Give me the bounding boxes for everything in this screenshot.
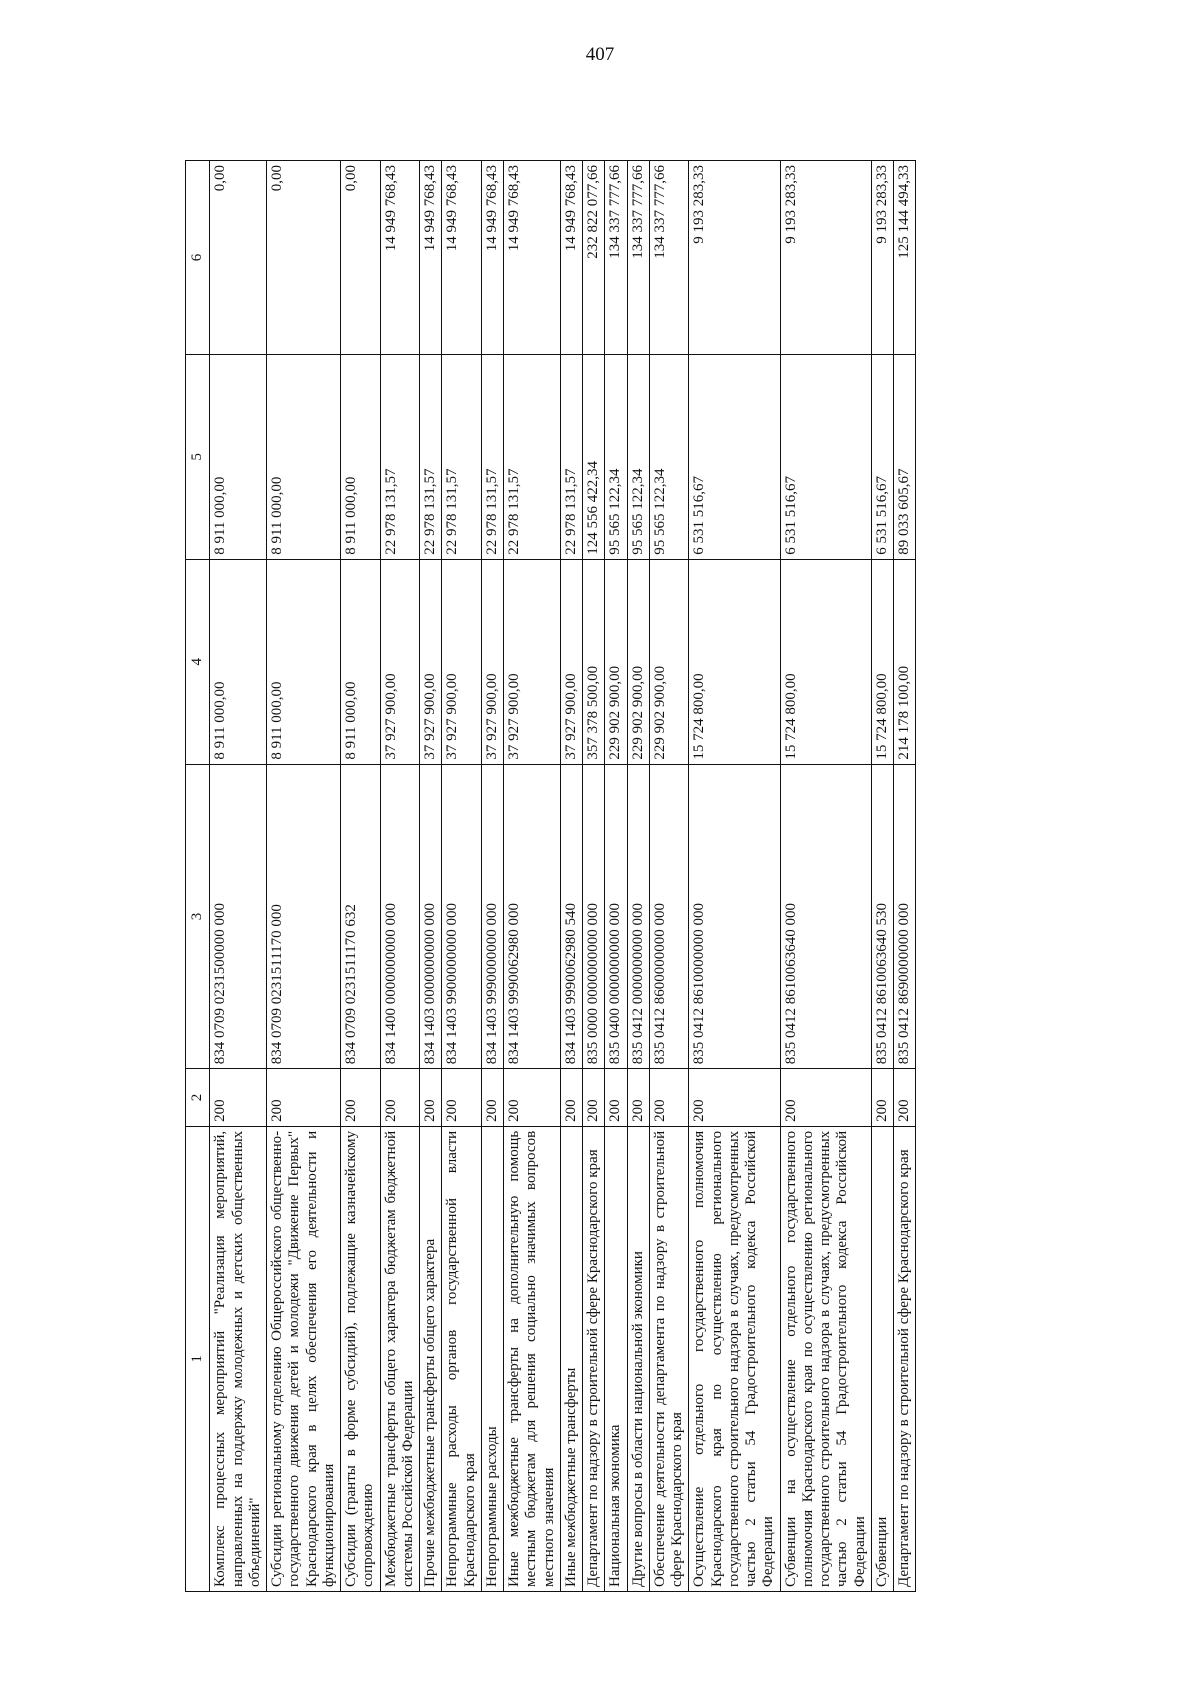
- row-col5-value: 22 978 131,57: [420, 354, 442, 559]
- row-kbk-cell: 834 1403 9900000000 000: [442, 764, 482, 1069]
- row-code-cell: 200: [871, 1069, 893, 1127]
- row-col6-value: 14 949 768,43: [442, 161, 482, 355]
- row-col4-value: 37 927 900,00: [420, 559, 442, 764]
- row-kbk-cell: 834 1400 0000000000 000: [380, 764, 420, 1069]
- row-col4-value: 8 911 000,00: [267, 559, 341, 764]
- row-col5-value: 8 911 000,00: [210, 354, 267, 559]
- row-name-cell: Непрограммные расходы: [481, 1126, 503, 1591]
- row-col5-value: 95 565 122,34: [605, 354, 627, 559]
- row-name-cell: Национальная экономика: [605, 1126, 627, 1591]
- row-name-cell: Субсидии (гранты в форме субсидий), подлежащие казначейскому сопровождению: [341, 1126, 381, 1591]
- row-col4-value: 37 927 900,00: [481, 559, 503, 764]
- row-kbk-cell: 835 0000 0000000000 000: [583, 764, 605, 1069]
- row-col6-value: 125 144 494,33: [894, 161, 916, 355]
- table-row: [583, 161, 605, 1592]
- row-col4-value: 15 724 800,00: [871, 559, 893, 764]
- table-row: [605, 161, 627, 1592]
- header-col-1: 1: [186, 1126, 210, 1591]
- table-row: [267, 161, 341, 1592]
- table-row: [210, 161, 267, 1592]
- row-kbk-cell: 834 1403 0000000000 000: [420, 764, 442, 1069]
- row-col6-value: 14 949 768,43: [504, 161, 561, 355]
- row-code-cell: 200: [210, 1069, 267, 1127]
- row-kbk-cell: 834 1403 9990062980 000: [504, 764, 561, 1069]
- row-name-cell: Осуществление отдельного государственного полномочия Краснодарского края по осуществлению регионального государственного строительного надзора в случаях, предусмотренных частью 2 статьи 54 Градостроительного кодекса Российской Федерации: [689, 1126, 780, 1591]
- table-row: [504, 161, 561, 1592]
- row-col5-value: 95 565 122,34: [627, 354, 649, 559]
- row-code-cell: 200: [481, 1069, 503, 1127]
- row-name-cell: Субвенции на осуществление отдельного государственного полномочия Краснодарского края по осуществлению регионального государственного строительного надзора в случаях, предусмотренных частью 2 статьи 54 Градостроительного кодекса Российской Федерации: [780, 1126, 871, 1591]
- table-header-row: [186, 161, 210, 1592]
- row-code-cell: 200: [780, 1069, 871, 1127]
- table-row: [871, 161, 893, 1592]
- row-col4-value: 8 911 000,00: [341, 559, 381, 764]
- row-code-cell: 200: [442, 1069, 482, 1127]
- row-kbk-cell: 835 0412 0000000000 000: [627, 764, 649, 1069]
- row-col6-value: 9 193 283,33: [780, 161, 871, 355]
- row-col5-value: 89 033 605,67: [894, 354, 916, 559]
- table-row: [780, 161, 871, 1592]
- row-kbk-cell: 834 1403 9990000000 000: [481, 764, 503, 1069]
- row-name-cell: Прочие межбюджетные трансферты общего характера: [420, 1126, 442, 1591]
- row-col6-value: 14 949 768,43: [560, 161, 582, 355]
- row-col6-value: 0,00: [267, 161, 341, 355]
- row-col4-value: 37 927 900,00: [380, 559, 420, 764]
- table-row: [380, 161, 420, 1592]
- table-row: [627, 161, 649, 1592]
- row-kbk-cell: 834 0709 0231500000 000: [210, 764, 267, 1069]
- row-name-cell: Департамент по надзору в строительной сфере Краснодарского края: [894, 1126, 916, 1591]
- table-row: [341, 161, 381, 1592]
- row-code-cell: 200: [420, 1069, 442, 1127]
- page-number: 407: [585, 44, 615, 65]
- row-col6-value: 134 337 777,66: [649, 161, 689, 355]
- budget-table: [185, 160, 916, 1592]
- row-col4-value: 357 378 500,00: [583, 559, 605, 764]
- row-code-cell: 200: [380, 1069, 420, 1127]
- row-col5-value: 22 978 131,57: [442, 354, 482, 559]
- row-col5-value: 6 531 516,67: [780, 354, 871, 559]
- table-row: [649, 161, 689, 1592]
- row-code-cell: 200: [605, 1069, 627, 1127]
- row-col6-value: 9 193 283,33: [871, 161, 893, 355]
- row-code-cell: 200: [689, 1069, 780, 1127]
- row-kbk-cell: 835 0412 8610000000 000: [689, 764, 780, 1069]
- header-col-6: 6: [186, 161, 210, 355]
- row-kbk-cell: 835 0412 8610063640 530: [871, 764, 893, 1069]
- row-col6-value: 0,00: [341, 161, 381, 355]
- table-row: [481, 161, 503, 1592]
- row-code-cell: 200: [341, 1069, 381, 1127]
- row-col6-value: 9 193 283,33: [689, 161, 780, 355]
- row-kbk-cell: 835 0412 8610063640 000: [780, 764, 871, 1069]
- row-col5-value: 22 978 131,57: [380, 354, 420, 559]
- row-name-cell: Субвенции: [871, 1126, 893, 1591]
- row-col4-value: 37 927 900,00: [504, 559, 561, 764]
- row-kbk-cell: 835 0400 0000000000 000: [605, 764, 627, 1069]
- table-row: [442, 161, 482, 1592]
- row-name-cell: Непрограммные расходы органов государственной власти Краснодарского края: [442, 1126, 482, 1591]
- row-col5-value: 6 531 516,67: [689, 354, 780, 559]
- row-name-cell: Комплекс процессных мероприятий "Реализация мероприятий, направленных на поддержку молодежных и детских общественных объединений": [210, 1126, 267, 1591]
- row-col6-value: 232 822 077,66: [583, 161, 605, 355]
- row-col4-value: 15 724 800,00: [689, 559, 780, 764]
- row-code-cell: 200: [627, 1069, 649, 1127]
- row-col4-value: 229 902 900,00: [627, 559, 649, 764]
- row-name-cell: Субсидии региональному отделению Общероссийского общественно-государственного движения детей и молодежи "Движение Первых" Краснодарского края в целях обеспечения его деятельности и функционирования: [267, 1126, 341, 1591]
- row-col6-value: 14 949 768,43: [420, 161, 442, 355]
- row-col6-value: 134 337 777,66: [605, 161, 627, 355]
- row-col4-value: 229 902 900,00: [649, 559, 689, 764]
- row-col4-value: 37 927 900,00: [442, 559, 482, 764]
- row-kbk-cell: 835 0412 8600000000 000: [649, 764, 689, 1069]
- row-name-cell: Межбюджетные трансферты общего характера бюджетам бюджетной системы Российской Федерации: [380, 1126, 420, 1591]
- row-col4-value: 229 902 900,00: [605, 559, 627, 764]
- rotated-table-container: [185, 160, 1093, 1592]
- row-code-cell: 200: [560, 1069, 582, 1127]
- row-code-cell: 200: [267, 1069, 341, 1127]
- header-col-4: 4: [186, 559, 210, 764]
- row-col5-value: 22 978 131,57: [481, 354, 503, 559]
- table-row: [420, 161, 442, 1592]
- table-row: [894, 161, 916, 1592]
- row-name-cell: Департамент по надзору в строительной сфере Краснодарского края: [583, 1126, 605, 1591]
- row-name-cell: Иные межбюджетные трансферты: [560, 1126, 582, 1591]
- row-col4-value: 8 911 000,00: [210, 559, 267, 764]
- header-col-5: 5: [186, 354, 210, 559]
- table-row: [560, 161, 582, 1592]
- row-kbk-cell: 834 1403 9990062980 540: [560, 764, 582, 1069]
- row-name-cell: Обеспечение деятельности департамента по надзору в строительной сфере Краснодарского края: [649, 1126, 689, 1591]
- header-col-2: 2: [186, 1069, 210, 1127]
- row-col4-value: 15 724 800,00: [780, 559, 871, 764]
- table-body: [210, 161, 916, 1592]
- row-code-cell: 200: [649, 1069, 689, 1127]
- row-col4-value: 214 178 100,00: [894, 559, 916, 764]
- row-col5-value: 22 978 131,57: [504, 354, 561, 559]
- row-col5-value: 6 531 516,67: [871, 354, 893, 559]
- row-col6-value: 134 337 777,66: [627, 161, 649, 355]
- row-code-cell: 200: [504, 1069, 561, 1127]
- row-code-cell: 200: [583, 1069, 605, 1127]
- row-col6-value: 14 949 768,43: [380, 161, 420, 355]
- row-col5-value: 8 911 000,00: [267, 354, 341, 559]
- row-col5-value: 95 565 122,34: [649, 354, 689, 559]
- row-name-cell: Иные межбюджетные трансферты на дополнительную помощь местным бюджетам для решения социально значимых вопросов местного значения: [504, 1126, 561, 1591]
- row-col5-value: 22 978 131,57: [560, 354, 582, 559]
- row-kbk-cell: 834 0709 0231511170 000: [267, 764, 341, 1069]
- table-row: [689, 161, 780, 1592]
- row-col6-value: 0,00: [210, 161, 267, 355]
- header-col-3: 3: [186, 764, 210, 1069]
- row-code-cell: 200: [894, 1069, 916, 1127]
- row-kbk-cell: 835 0412 8690000000 000: [894, 764, 916, 1069]
- row-col4-value: 37 927 900,00: [560, 559, 582, 764]
- row-col5-value: 124 556 422,34: [583, 354, 605, 559]
- row-col5-value: 8 911 000,00: [341, 354, 381, 559]
- row-name-cell: Другие вопросы в области национальной экономики: [627, 1126, 649, 1591]
- row-kbk-cell: 834 0709 0231511170 632: [341, 764, 381, 1069]
- row-col6-value: 14 949 768,43: [481, 161, 503, 355]
